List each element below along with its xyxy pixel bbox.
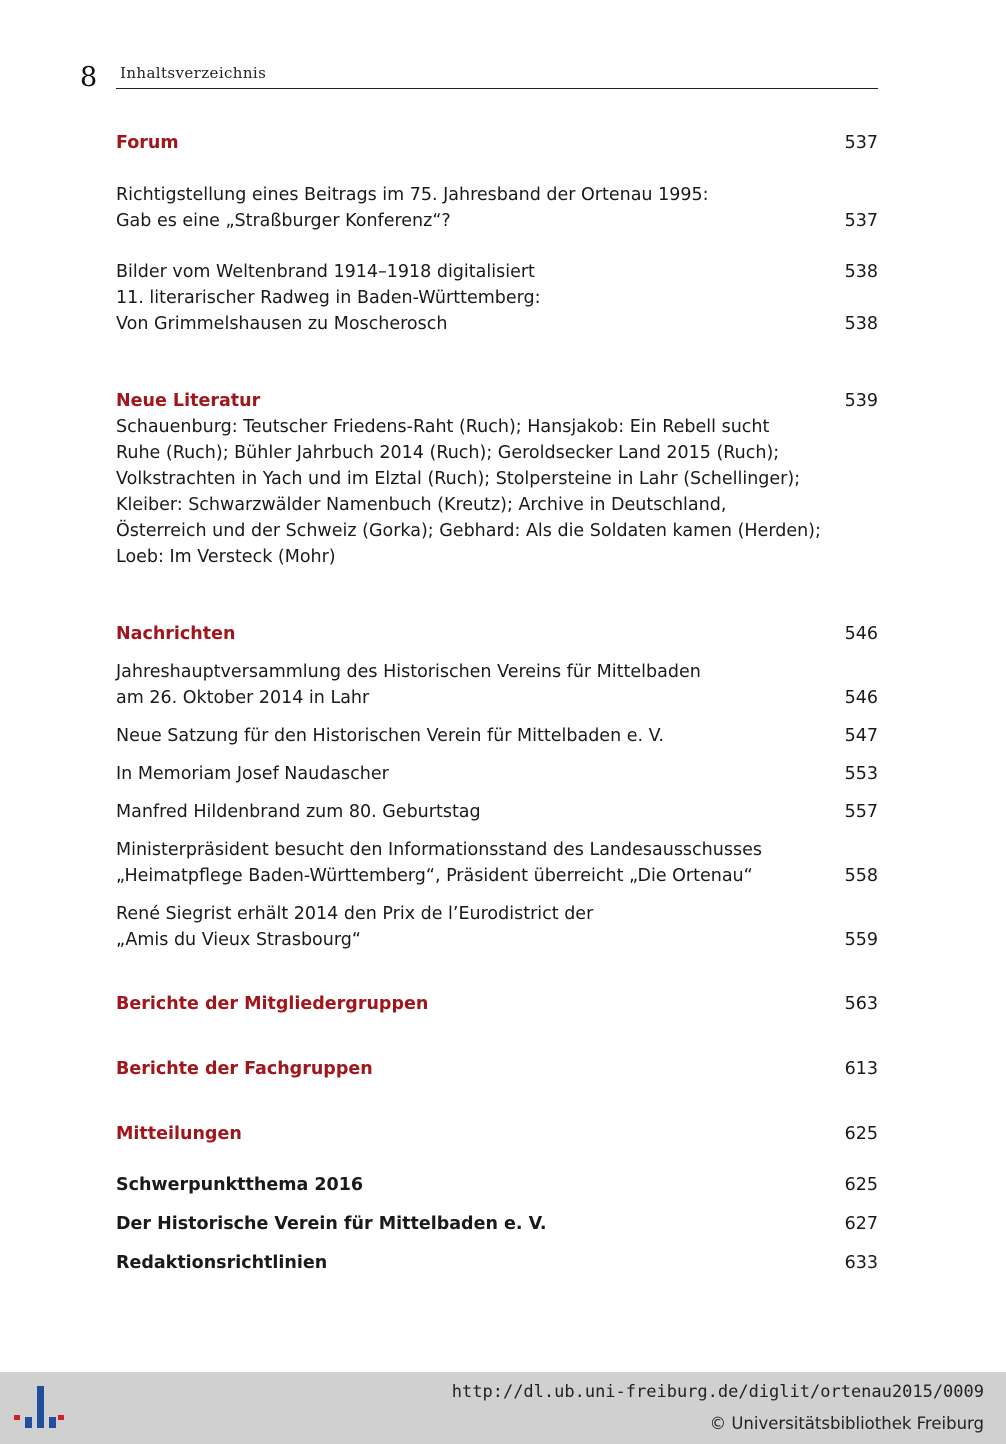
toc-entry-text: Neue Satzung für den Historischen Verein für Mittelbaden e. V. [116,726,664,746]
running-head: Inhaltsverzeichnis [120,64,267,82]
toc-entry [116,1250,878,1276]
footer-copyright: © Universitätsbibliothek Freiburg [709,1414,984,1433]
ub-freiburg-logo-icon [14,1386,66,1430]
toc-entry-text: Volkstrachten in Yach und im Elztal (Ruch); Stolpersteine in Lahr (Schellinger); [116,469,801,489]
toc-entry [116,518,878,544]
toc-entry-text: Loeb: Im Versteck (Mohr) [116,547,336,567]
toc-entry-text: Nachrichten [116,624,236,644]
toc-entry [116,659,878,685]
toc-entry-page: 537 [844,211,878,231]
toc-entry-text: Richtigstellung eines Beitrags im 75. Jahresband der Ortenau 1995: [116,185,709,205]
toc-entry-text: Bilder vom Weltenbrand 1914–1918 digitalisiert [116,262,535,282]
toc-entry [116,492,878,518]
toc-entry [116,1056,878,1082]
toc-entry-text: Ministerpräsident besucht den Informationsstand des Landesausschusses [116,840,762,860]
page-number: 8 [80,62,98,93]
toc-entry-page: 547 [844,726,878,746]
toc-entry-page: 546 [844,688,878,708]
toc-entry-page: 557 [844,802,878,822]
toc-entry-page: 633 [844,1253,878,1273]
toc-entry-text: 11. literarischer Radweg in Baden-Württemberg: [116,288,541,308]
toc-entry [116,182,878,208]
toc-entry-text: Berichte der Mitgliedergruppen [116,994,429,1014]
toc-entry-page: 538 [844,314,878,334]
toc-entry-page: 563 [844,994,878,1014]
toc-entry-text: Ruhe (Ruch); Bühler Jahrbuch 2014 (Ruch); Geroldsecker Land 2015 (Ruch); [116,443,780,463]
toc-entry-page: 553 [844,764,878,784]
toc-entry-text: Schauenburg: Teutscher Friedens-Raht (Ruch); Hansjakob: Ein Rebell sucht [116,417,770,437]
toc-entry-text: In Memoriam Josef Naudascher [116,764,389,784]
toc-entry-text: „Amis du Vieux Strasbourg“ [116,930,361,950]
toc-entry-text: Neue Literatur [116,391,261,411]
toc-entry [116,837,878,863]
toc-entry [116,901,878,927]
toc-entry [116,259,878,285]
toc-entry [116,440,878,466]
toc-entry [116,414,878,440]
toc-entry-text: Gab es eine „Straßburger Konferenz“? [116,211,451,231]
toc-entry-page: 538 [844,262,878,282]
toc-entry [116,863,878,889]
toc-entry-page: 539 [844,391,878,411]
toc-entry-text: am 26. Oktober 2014 in Lahr [116,688,370,708]
toc-entry-text: Kleiber: Schwarzwälder Namenbuch (Kreutz); Archive in Deutschland, [116,495,727,515]
toc-entry-page: 537 [844,133,878,153]
footer-bar [0,1372,1006,1444]
toc-entry [116,388,878,414]
toc-entry-page: 546 [844,624,878,644]
toc-entry [116,761,878,787]
toc-entry [116,208,878,234]
toc-entry-text: Von Grimmelshausen zu Moscherosch [116,314,448,334]
toc-entry [116,1121,878,1147]
toc-entry-text: Redaktionsrichtlinien [116,1253,328,1273]
toc-entry [116,130,878,156]
toc-entry-page: 625 [844,1175,878,1195]
toc-entry [116,1211,878,1237]
toc-entry-page: 559 [844,930,878,950]
header-rule [116,88,878,89]
footer-url-link[interactable]: http://dl.ub.uni-freiburg.de/diglit/ortenau2015/0009 [451,1382,984,1402]
toc-entry-text: Der Historische Verein für Mittelbaden e. V. [116,1214,547,1234]
toc-entry-text: Schwerpunktthema 2016 [116,1175,364,1195]
toc-entry [116,544,878,570]
toc-entry-page: 625 [844,1124,878,1144]
toc-entry-text: Forum [116,133,179,153]
toc-entry [116,311,878,337]
toc-entry-page: 558 [844,866,878,886]
toc-entry [116,285,878,311]
toc-entry-text: „Heimatpflege Baden-Württemberg“, Präsident überreicht „Die Ortenau“ [116,866,753,886]
toc-entry-text: Manfred Hildenbrand zum 80. Geburtstag [116,802,481,822]
toc-entry-text: René Siegrist erhält 2014 den Prix de l’Eurodistrict der [116,904,594,924]
toc-entry-text: Berichte der Fachgruppen [116,1059,373,1079]
toc-entry [116,466,878,492]
toc-entry-text: Mitteilungen [116,1124,242,1144]
toc-entry-page: 613 [844,1059,878,1079]
toc-entry-page: 627 [844,1214,878,1234]
toc-entry-text: Österreich und der Schweiz (Gorka); Gebhard: Als die Soldaten kamen (Herden); [116,521,821,541]
toc-entry [116,799,878,825]
toc-entry-text: Jahreshauptversammlung des Historischen Vereins für Mittelbaden [116,662,701,682]
toc-entry [116,723,878,749]
toc-entry [116,685,878,711]
toc-entry [116,927,878,953]
toc-entry [116,1172,878,1198]
toc-entry [116,621,878,647]
toc-entry [116,991,878,1017]
